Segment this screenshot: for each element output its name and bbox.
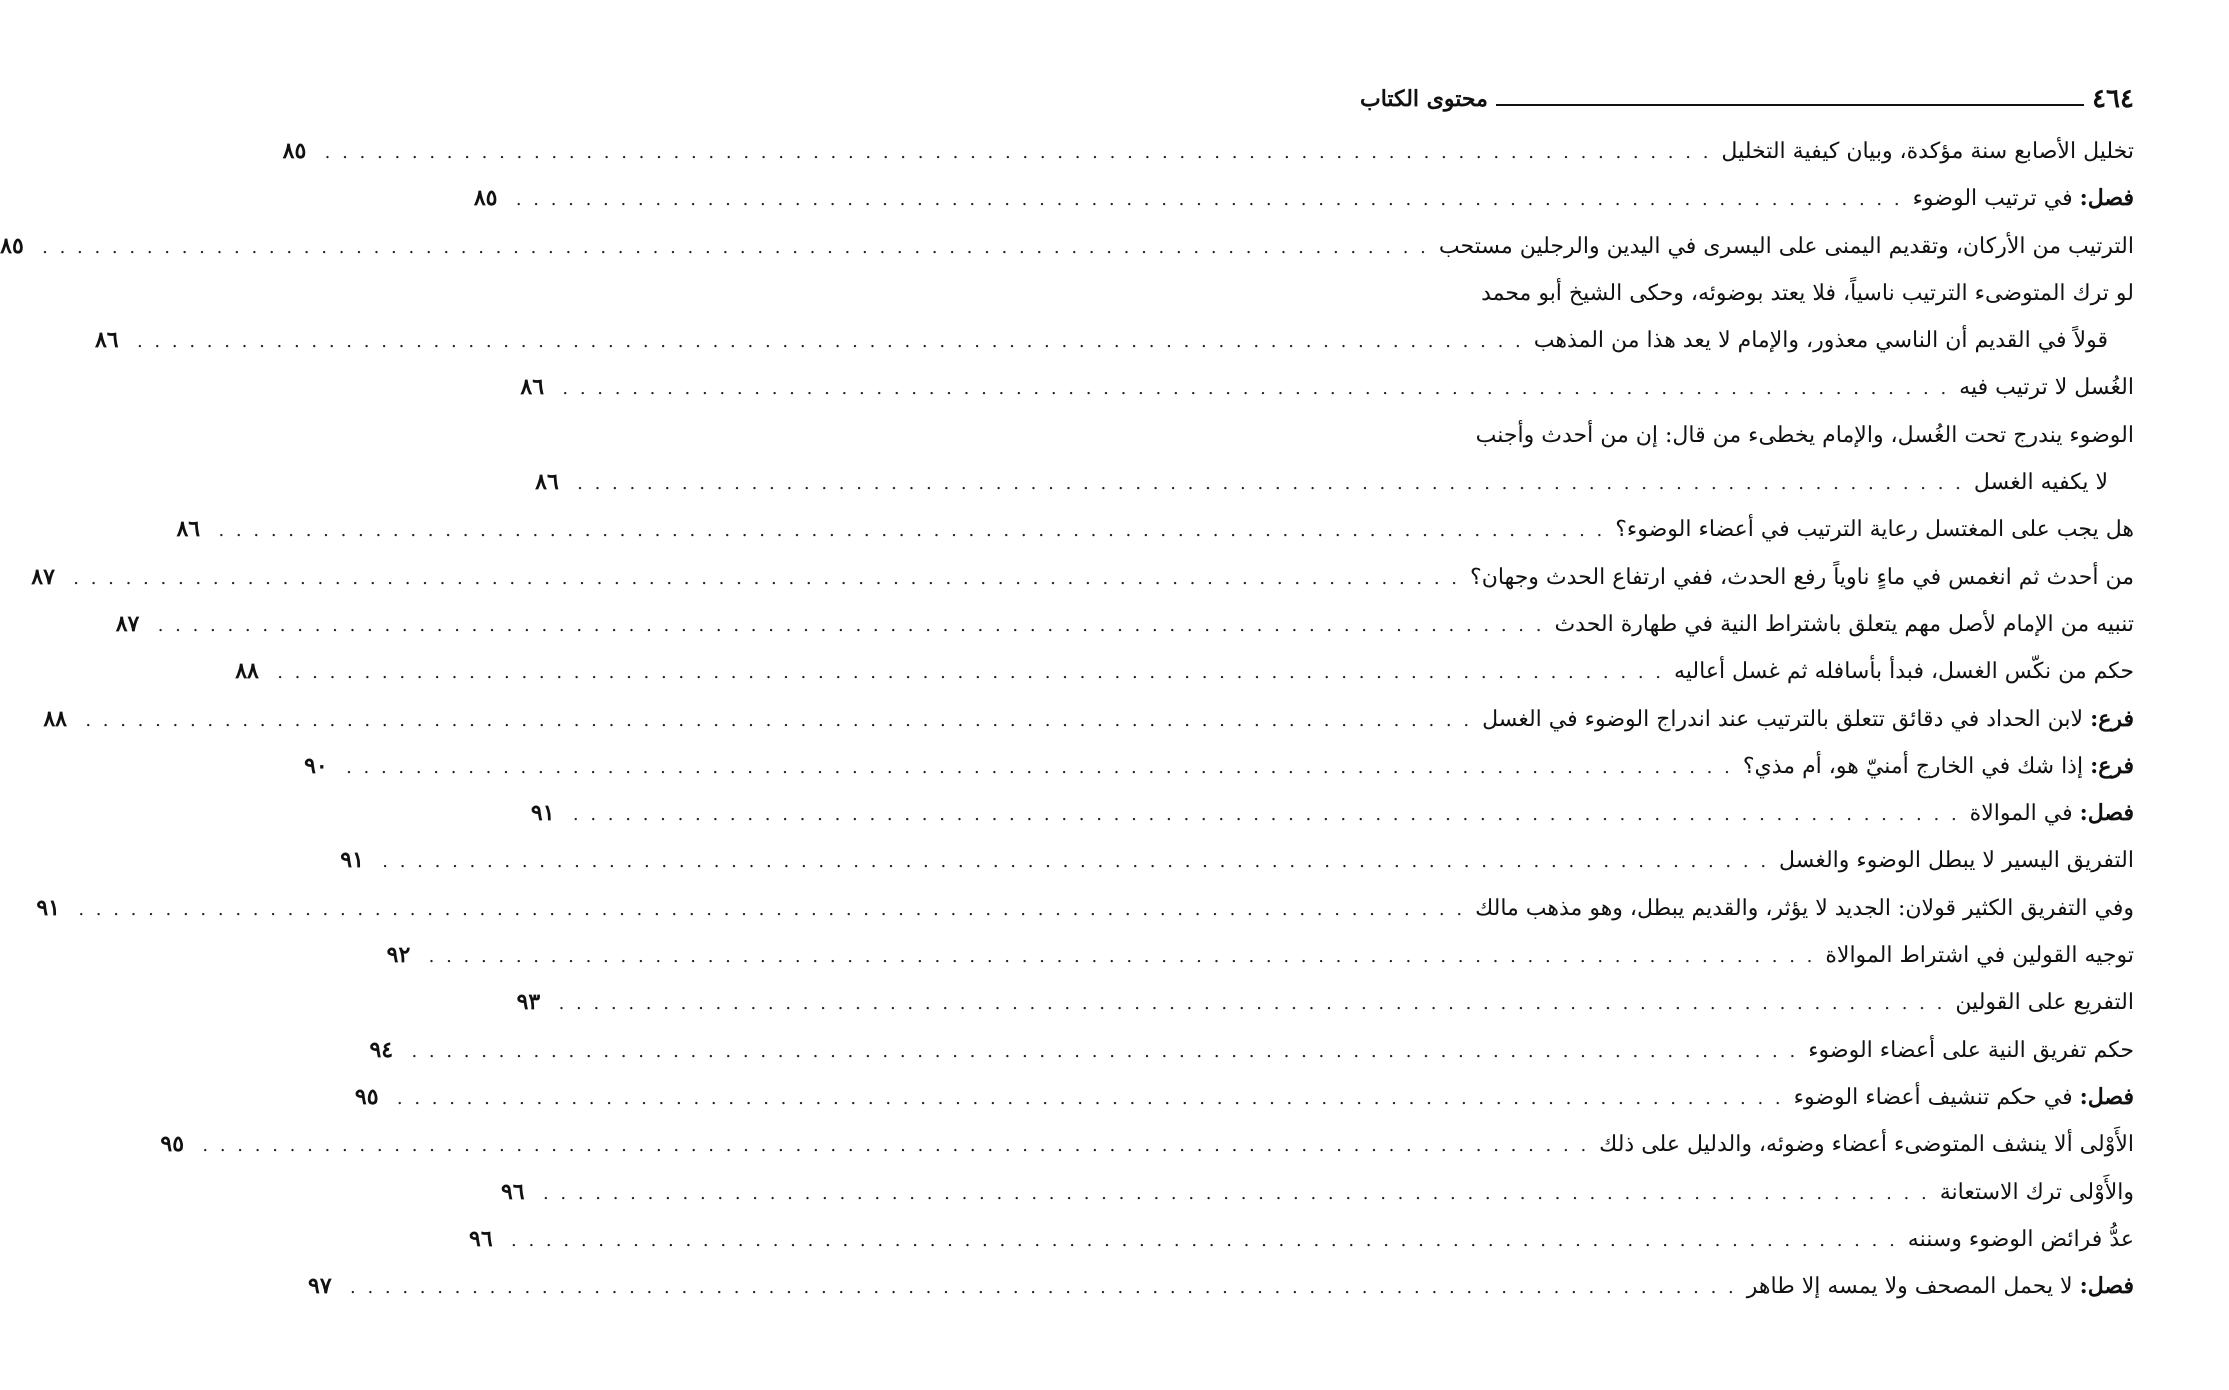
toc-entry-title: إذا شك في الخارج أمنيّ هو، أم مذي؟ — [1742, 753, 2091, 779]
toc-entry-page: ٨٥ — [0, 232, 24, 259]
toc-entry-title: التفريق اليسير لا يبطل الوضوء والغسل — [1779, 848, 2134, 874]
toc-entry-page: ٩٥ — [160, 1131, 185, 1158]
dot-leader: . . . . . . . . . . . . . . . . . . . . . . . . . . . . . . . . . . . . . . . . . . . . . . . . . . . . . . . . . . . . . . . . . . . . . . . . . . . . . . . . — [202, 1135, 1590, 1157]
toc-entry-text — [1808, 1027, 2134, 1074]
toc-entry-page: ٩١ — [36, 894, 60, 921]
toc-entry — [304, 743, 2134, 790]
toc-entry-page: ٩١ — [530, 800, 555, 827]
toc-entry-title: في الموالاة — [1969, 801, 2080, 827]
dot-leader: . . . . . . . . . . . . . . . . . . . . . . . . . . . . . . . . . . . . . . . . . . . . . . . . . . . . . . . . . . . . . . . . . . . . . . . . . . . . . . . . — [324, 142, 1712, 163]
toc-entry-page: ٩٤ — [369, 1036, 394, 1063]
toc-entry-text — [1970, 790, 2134, 837]
running-header — [1360, 74, 2134, 114]
toc-entry-page: ٨٥ — [282, 138, 307, 164]
toc-entry-page: ٩٣ — [516, 989, 541, 1016]
toc-entry — [535, 459, 2134, 506]
toc-entry-title: والأَوْلى ترك الاستعانة — [1939, 1179, 2134, 1205]
toc-entry-text — [1743, 743, 2134, 790]
dot-leader: . . . . . . . . . . . . . . . . . . . . . . . . . . . . . . . . . . . . . . . . . . . . . . . . . . . . . . . . . . . . . . . . . . . . . . . . . . . . . . . . — [218, 520, 1606, 542]
dot-leader: . . . . . . . . . . . . . . . . . . . . . . . . . . . . . . . . . . . . . . . . . . . . . . . . . . . . . . . . . . . . . . . . . . . . . . . . . . . . . . . . — [562, 378, 1950, 400]
toc-entry — [530, 790, 2134, 837]
toc-entry-title: حكم من نكّس الغسل، فبدأ بأسافله ثم غسل أعاليه — [1673, 659, 2134, 685]
toc-entry-label: فصل: — [2079, 1083, 2134, 1110]
dot-leader: . . . . . . . . . . . . . . . . . . . . . . . . . . . . . . . . . . . . . . . . . . . . . . . . . . . . . . . . . . . . . . . . . . . . . . . . . . . . . . . . — [277, 662, 1664, 684]
dot-leader: . . . . . . . . . . . . . . . . . . . . . . . . . . . . . . . . . . . . . . . . . . . . . . . . . . . . . . . . . . . . . . . . . . . . . . . . . . . . . . . . — [73, 567, 1461, 589]
toc-entry — [31, 554, 2134, 601]
toc-entry-title: لا يكفيه الغسل — [1973, 470, 2108, 496]
toc-entry — [235, 648, 2134, 695]
page-number: ٤٦٤ — [2092, 84, 2134, 114]
toc-entry-text — [1534, 317, 2108, 364]
toc-entry-title: الأَوْلى ألا ينشف المتوضىء أعضاء وضوئه، والدليل على ذلك — [1599, 1132, 2134, 1158]
dot-leader: . . . . . . . . . . . . . . . . . . . . . . . . . . . . . . . . . . . . . . . . . . . . . . . . . . . . . . . . . . . . . . . . . . . . . . . . . . . . . . . . — [511, 1229, 1898, 1251]
toc-entry-label: فصل: — [2079, 185, 2134, 212]
toc-entry-text — [1482, 696, 2134, 743]
dot-leader: . . . . . . . . . . . . . . . . . . . . . . . . . . . . . . . . . . . . . . . . . . . . . . . . . . . . . . . . . . . . . . . . . . . . . . . . . . . . . . . . — [136, 331, 1524, 353]
toc-entry-text — [1475, 885, 2134, 932]
toc-entry-text — [1779, 837, 2134, 884]
toc-entry-text — [1908, 1216, 2134, 1263]
dot-leader: . . . . . . . . . . . . . . . . . . . . . . . . . . . . . . . . . . . . . . . . . . . . . . . . . . . . . . . . . . . . . . . . . . . . . . . . . . . . . . . . — [350, 1277, 1737, 1299]
toc-entry-page: ٨٦ — [520, 374, 545, 401]
toc-entry-page: ٩١ — [340, 847, 364, 874]
dot-leader: . . . . . . . . . . . . . . . . . . . . . . . . . . . . . . . . . . . . . . . . . . . . . . . . . . . . . . . . . . . . . . . . . . . . . . . . . . . . . . . . — [572, 804, 1960, 826]
toc-entry-page: ٨٨ — [235, 658, 259, 685]
toc-entry — [1360, 270, 2134, 317]
dot-leader: . . . . . . . . . . . . . . . . . . . . . . . . . . . . . . . . . . . . . . . . . . . . . . . . . . . . . . . . . . . . . . . . . . . . . . . . . . . . . . . . — [396, 1087, 1784, 1109]
toc-entry-text — [1794, 1074, 2134, 1121]
toc-entry — [282, 128, 2134, 175]
toc-entry-text — [1470, 554, 2134, 601]
toc-entry-page: ٩٥ — [354, 1083, 379, 1110]
toc-entry-text — [1674, 648, 2134, 695]
toc-entry — [115, 601, 2134, 648]
toc-entry — [340, 837, 2134, 884]
dot-leader: . . . . . . . . . . . . . . . . . . . . . . . . . . . . . . . . . . . . . . . . . . . . . . . . . . . . . . . . . . . . . . . . . . . . . . . . . . . . . . . . — [577, 473, 1964, 495]
toc-entry-text — [1439, 223, 2134, 270]
toc-entry-text — [1913, 175, 2134, 222]
toc-entry-title: الترتيب من الأركان، وتقديم اليمنى على اليسرى في اليدين والرجلين مستحب — [1438, 233, 2134, 259]
toc-entry — [94, 317, 2134, 364]
toc-entry-title: في حكم تنشيف أعضاء الوضوء — [1793, 1084, 2080, 1110]
toc-entry-text — [1476, 412, 2134, 459]
toc-entry-title: لابن الحداد في دقائق تتعلق بالترتيب عند اندراج الوضوء في الغسل — [1482, 706, 2091, 732]
toc-entry — [520, 364, 2134, 411]
toc-entry-page: ٩٢ — [386, 942, 411, 969]
dot-leader: . . . . . . . . . . . . . . . . . . . . . . . . . . . . . . . . . . . . . . . . . . . . . . . . . . . . . . . . . . . . . . . . . . . . . . . . . . . . . . . . — [558, 993, 1946, 1015]
toc-entry-title: قولاً في القديم أن الناسي معذور، والإمام لا يعد هذا من المذهب — [1533, 328, 2108, 354]
toc-entry-text — [1974, 459, 2108, 506]
toc-entry — [43, 696, 2134, 743]
toc-entry-title: هل يجب على المغتسل رعاية الترتيب في أعضاء الوضوء؟ — [1615, 517, 2134, 543]
toc-entry-page: ٨٥ — [473, 185, 498, 212]
toc-entry — [473, 175, 2134, 222]
toc-entry-text — [1721, 128, 2134, 175]
toc-entry-title: من أحدث ثم انغمس في ماءٍ ناوياً رفع الحدث، ففي ارتفاع الحدث وجهان؟ — [1470, 564, 2134, 590]
toc-entry-text — [1959, 364, 2134, 411]
dot-leader: . . . . . . . . . . . . . . . . . . . . . . . . . . . . . . . . . . . . . . . . . . . . . . . . . . . . . . . . . . . . . . . . . . . . . . . . . . . . . . . . — [428, 946, 1816, 968]
toc-entry-title: الغُسل لا ترتيب فيه — [1959, 375, 2134, 401]
dot-leader: . . . . . . . . . . . . . . . . . . . . . . . . . . . . . . . . . . . . . . . . . . . . . . . . . . . . . . . . . . . . . . . . . . . . . . . . . . . . . . . . — [42, 236, 1429, 258]
toc-entry-text — [1615, 506, 2134, 553]
toc-entry-title: في ترتيب الوضوء — [1912, 186, 2080, 212]
toc-entry-text — [1747, 1263, 2134, 1310]
toc-entry-page: ٨٦ — [535, 469, 559, 496]
toc-entry-title: لو ترك المتوضىء الترتيب ناسياً، فلا يعتد بوضوئه، وحكى الشيخ أبو محمد — [1481, 280, 2134, 306]
toc-entry-page: ٨٨ — [43, 705, 67, 732]
toc-entry-page: ٨٦ — [176, 516, 201, 543]
dot-leader: . . . . . . . . . . . . . . . . . . . . . . . . . . . . . . . . . . . . . . . . . . . . . . . . . . . . . . . . . . . . . . . . . . . . . . . . . . . . . . . . — [542, 1182, 1930, 1204]
toc-entry — [516, 979, 2134, 1026]
toc-entry-page: ٨٧ — [115, 610, 140, 637]
toc-entry-title: وفي التفريق الكثير قولان: الجديد لا يؤثر، والقديم يبطل، وهو مذهب مالك — [1475, 895, 2134, 921]
toc-entry-text — [1481, 270, 2134, 317]
toc-entry — [354, 1074, 2134, 1121]
toc-entry — [160, 1121, 2134, 1168]
toc-entry — [0, 223, 2134, 270]
toc-entry-title: لا يحمل المصحف ولا يمسه إلا طاهر — [1746, 1274, 2080, 1300]
toc-entry-page: ٨٦ — [94, 327, 119, 354]
dot-leader: . . . . . . . . . . . . . . . . . . . . . . . . . . . . . . . . . . . . . . . . . . . . . . . . . . . . . . . . . . . . . . . . . . . . . . . . . . . . . . . . — [346, 756, 1733, 778]
toc-entry-title: الوضوء يندرج تحت الغُسل، والإمام يخطىء من قال: إن من أحدث وأجنب — [1475, 422, 2134, 448]
toc-entry — [386, 932, 2134, 979]
toc-entry-label: فرع: — [2090, 752, 2134, 779]
toc-entry-title: تنبيه من الإمام لأصل مهم يتعلق باشتراط النية في طهارة الحدث — [1554, 611, 2134, 637]
toc-entry-title: عدُّ فرائض الوضوء وسننه — [1907, 1226, 2134, 1252]
toc-entry-title: توجيه القولين في اشتراط الموالاة — [1825, 943, 2134, 969]
toc-entry-label: فرع: — [2090, 705, 2134, 732]
table-of-contents — [0, 128, 2134, 1310]
toc-entry-text — [1955, 979, 2134, 1026]
dot-leader: . . . . . . . . . . . . . . . . . . . . . . . . . . . . . . . . . . . . . . . . . . . . . . . . . . . . . . . . . . . . . . . . . . . . . . . . . . . . . . . . — [515, 189, 1903, 211]
toc-entry-page: ٨٧ — [31, 563, 55, 590]
toc-entry-title: حكم تفريق النية على أعضاء الوضوء — [1808, 1037, 2134, 1063]
header-rule — [1496, 104, 2084, 106]
toc-entry-text — [1940, 1169, 2134, 1216]
toc-entry-title: التفريع على القولين — [1955, 990, 2134, 1016]
toc-entry-page: ٩٦ — [500, 1178, 525, 1205]
dot-leader: . . . . . . . . . . . . . . . . . . . . . . . . . . . . . . . . . . . . . . . . . . . . . . . . . . . . . . . . . . . . . . . . . . . . . . . . . . . . . . . . — [157, 614, 1545, 636]
toc-entry — [308, 1263, 2134, 1310]
toc-entry — [1360, 412, 2134, 459]
toc-entry — [469, 1216, 2134, 1263]
toc-entry — [500, 1169, 2134, 1216]
toc-entry-text — [1825, 932, 2134, 979]
dot-leader: . . . . . . . . . . . . . . . . . . . . . . . . . . . . . . . . . . . . . . . . . . . . . . . . . . . . . . . . . . . . . . . . . . . . . . . . . . . . . . . . — [382, 851, 1770, 873]
toc-entry-page: ٩٦ — [469, 1225, 493, 1252]
running-title: محتوى الكتاب — [1360, 86, 1488, 112]
dot-leader: . . . . . . . . . . . . . . . . . . . . . . . . . . . . . . . . . . . . . . . . . . . . . . . . . . . . . . . . . . . . . . . . . . . . . . . . . . . . . . . . — [78, 898, 1466, 920]
toc-entry — [176, 506, 2134, 553]
toc-entry-text — [1554, 601, 2134, 648]
dot-leader: . . . . . . . . . . . . . . . . . . . . . . . . . . . . . . . . . . . . . . . . . . . . . . . . . . . . . . . . . . . . . . . . . . . . . . . . . . . . . . . . — [411, 1040, 1799, 1062]
toc-entry-label: فصل: — [2079, 800, 2134, 827]
dot-leader: . . . . . . . . . . . . . . . . . . . . . . . . . . . . . . . . . . . . . . . . . . . . . . . . . . . . . . . . . . . . . . . . . . . . . . . . . . . . . . . . — [85, 709, 1473, 731]
toc-entry-page: ٩٧ — [308, 1273, 332, 1300]
toc-entry-page: ٩٠ — [304, 752, 328, 779]
toc-entry — [369, 1027, 2134, 1074]
toc-entry-label: فصل: — [2079, 1273, 2134, 1300]
toc-entry-text — [1599, 1121, 2134, 1168]
toc-entry-title: تخليل الأصابع سنة مؤكدة، وبيان كيفية التخليل — [1721, 139, 2134, 164]
toc-entry — [36, 885, 2134, 932]
